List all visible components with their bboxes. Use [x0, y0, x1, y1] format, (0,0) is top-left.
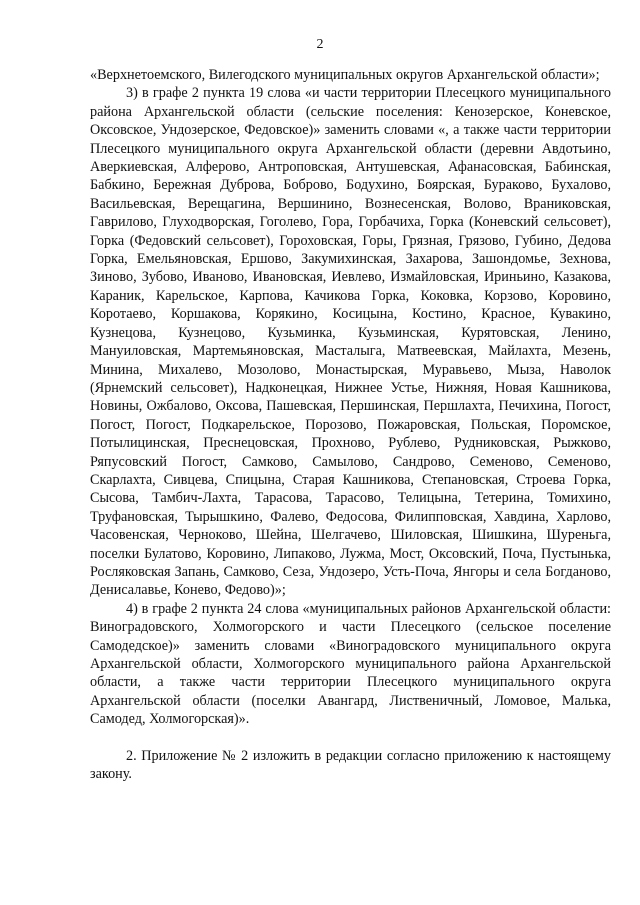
paragraph-continuation: «Верхнетоемского, Вилегодского муниципальных округов Архангельской области»; [90, 67, 600, 83]
paragraph-item-4: 4) в графе 2 пункта 24 слова «муниципальных районов Архангельской области: Виноградовского, Холмогорского и части Плесецкого (сельское поселение Самодедское)» заменить словами «Виноградовского муниципального округа Архангельской области, Холмогорского муниципального района Архангельской области, а также части территории Плесецкого муниципального округа Архангельской области (поселки Авангард, Лиственичный, Ломовое, Малька, Самодед, Холмогорская)». [90, 600, 611, 728]
document-body [90, 66, 611, 783]
paragraph-item-3: 3) в графе 2 пункта 19 слова «и части территории Плесецкого муниципального района Архангельской области (сельские поселения: Кенозерское, Коневское, Оксовское, Ундозерское, Федовское)» заменить словами «, а также части территории Плесецкого муниципального округа Архангельской области (деревни Авдотьино, Аверкиевская, Алферово, Антроповская, Антушевская, Афанасовская, Бабинская, Бабкино, Бережная Дуброва, Боброво, Бодухино, Боярская, Бураково, Бухалово, Васильевская, Верещагина, Вершинино, Вознесенская, Волово, Враниковская, Гаврилово, Глуходворская, Гоголево, Гора, Горбачиха, Горка (Коневский сельсовет), Горка (Федовский сельсовет), Гороховская, Горы, Грязная, Грязово, Губино, Дедова Горка, Емельяновская, Ершово, Закумихинская, Захарова, Зашондомье, Зехнова, Зиново, Зубово, Иваново, Ивановская, Иевлево, Измайловская, Ириньино, Казакова, Караник, Карельское, Карпова, Качикова Горка, Коковка, Корзово, Коровино, Коротаево, Коршакова, Корякино, Косицына, Костино, Красное, Кувакино, Кузнецова, Кузнецово, Кузьминка, Кузьминская, Курятовская, Ленино, Мануиловская, Мартемьяновская, Масталыга, Матвеевская, Майлахта, Мезень, Минина, Михалево, Мозолово, Монастырская, Муравьево, Мыза, Наволок (Ярнемский сельсовет), Надконецкая, Нижнее Устье, Нижняя, Новая Кашникова, Новины, Ожбалово, Оксова, Пашевская, Першинская, Першлахта, Печихина, Погост, Погост, Погост, Подкарельское, Порозово, Пожаровская, Польская, Поромское, Потылицинская, Преснецовская, Прохново, Рублево, Рудниковская, Рыжково, Ряпусовский Погост, Самково, Самылово, Сандрово, Семеново, Семеново, Скарлахта, Сивцева, Спицына, Старая Кашникова, Степановская, Строева Горка, Сысова, Тамбич-Лахта, Тарасова, Тарасово, Телицына, Тетерина, Томихино, Труфановская, Тырышкино, Фалево, Федосова, Филипповская, Хавдина, Харлово, Часовенская, Черноково, Шейна, Шелгачево, Шиловская, Шишкина, Шуреньга, поселки Булатово, Коровино, Липаково, Лужма, Мост, Оксовский, Поча, Пустынька, Росляковская Запань, Самково, Сеза, Ундозеро, Усть-Поча, Янгоры и села Богданово, Денисалавье, Конево, Федово)»; [90, 85, 611, 599]
paragraph-section-2: 2. Приложение № 2 изложить в редакции согласно приложению к настоящему закону. [90, 747, 611, 783]
page-number: 2 [316, 37, 324, 52]
